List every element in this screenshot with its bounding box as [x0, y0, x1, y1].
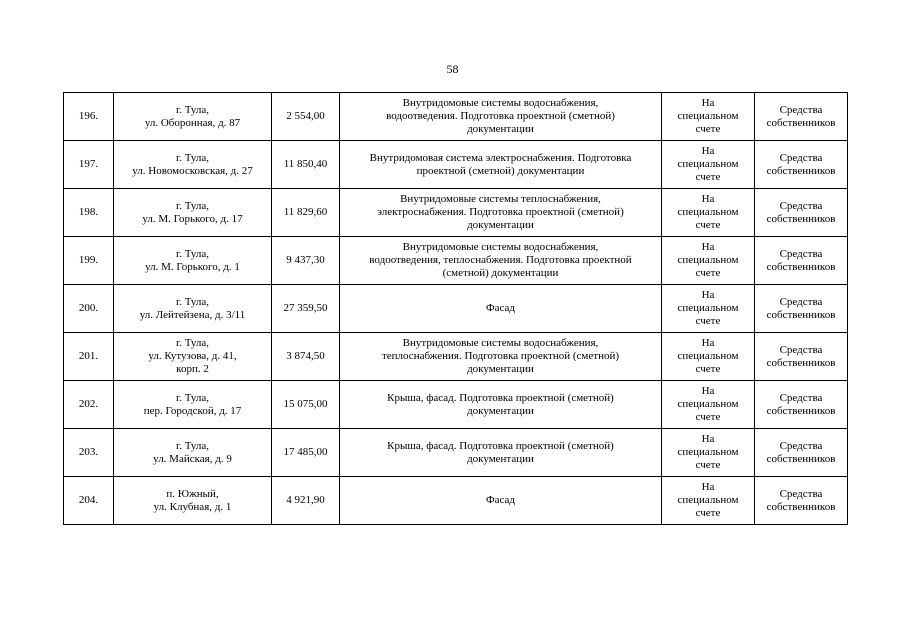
address-line: г. Тула, [175, 337, 210, 349]
cost-cell: 15 075,00 [272, 381, 340, 429]
funding-source-cell [755, 189, 848, 237]
works-cell [340, 189, 662, 237]
funding-source-cell [755, 141, 848, 189]
address-line: ул. Майская, д. 9 [153, 452, 232, 465]
address-cell [114, 333, 272, 381]
account-line: счете [695, 411, 721, 423]
works-line: электроснабжения. Подготовка проектной (сметной) [377, 206, 624, 218]
funding-source-line: Средства [779, 487, 823, 500]
funding-source-line: Средства [779, 343, 823, 356]
account-line: счете [695, 267, 721, 279]
address-cell [114, 285, 272, 333]
account-cell [662, 429, 755, 477]
address-line: ул. Оборонная, д. 87 [144, 116, 241, 129]
funding-source-line: Средства [779, 151, 823, 164]
cost-cell: 11 829,60 [272, 189, 340, 237]
address-line: корп. 2 [176, 363, 209, 375]
address-line: ул. Лейтейзена, д. 3/11 [139, 308, 246, 321]
row-number-cell: 197. [64, 141, 114, 189]
address-line: г. Тула, [175, 391, 210, 404]
address-line: г. Тула, [175, 103, 210, 116]
address-line: пер. Городской, д. 17 [143, 404, 242, 417]
works-line: Внутридомовые системы водоснабжения, [402, 337, 599, 349]
funding-source-cell [755, 477, 848, 525]
address-cell [114, 141, 272, 189]
address-cell [114, 189, 272, 237]
works-cell [340, 93, 662, 141]
table-row [64, 477, 848, 525]
account-cell [662, 189, 755, 237]
funding-source-line: Средства [779, 439, 823, 452]
works-line: Фасад [485, 302, 516, 314]
account-line: счете [695, 507, 721, 519]
address-line: г. Тула, [175, 247, 210, 260]
account-line: На [701, 193, 715, 205]
works-cell [340, 333, 662, 381]
table-row [64, 141, 848, 189]
row-number-cell: 199. [64, 237, 114, 285]
works-line: водоотведения, теплоснабжения. Подготовка проектной [369, 254, 632, 266]
works-line: Внутридомовые системы водоснабжения, [402, 241, 599, 253]
account-line: специальном [677, 350, 739, 362]
address-line: ул. Кутузова, д. 41, [148, 350, 237, 362]
account-line: На [701, 241, 715, 253]
works-cell [340, 285, 662, 333]
address-cell [114, 93, 272, 141]
works-line: (сметной) документации [442, 267, 559, 279]
funding-source-line: Средства [779, 247, 823, 260]
table-row [64, 237, 848, 285]
address-line: п. Южный, [166, 487, 219, 500]
cost-cell: 4 921,90 [272, 477, 340, 525]
row-number-cell: 203. [64, 429, 114, 477]
works-cell [340, 237, 662, 285]
funding-source-cell [755, 237, 848, 285]
works-line: Внутридомовые системы теплоснабжения, [400, 193, 601, 205]
funding-source-line: собственников [766, 212, 836, 225]
funding-source-line: собственников [766, 164, 836, 177]
account-line: На [701, 337, 715, 349]
funding-source-line: собственников [766, 356, 836, 369]
cost-cell: 3 874,50 [272, 333, 340, 381]
account-line: специальном [677, 446, 739, 458]
table-row [64, 381, 848, 429]
table-row [64, 93, 848, 141]
funding-source-line: собственников [766, 500, 836, 513]
works-line: Крыша, фасад. Подготовка проектной (сметной) [387, 439, 614, 452]
funding-source-line: собственников [766, 116, 836, 129]
account-line: специальном [677, 494, 739, 506]
funding-source-line: Средства [779, 391, 823, 404]
funding-source-line: собственников [766, 260, 836, 273]
row-number-cell: 196. [64, 93, 114, 141]
cost-cell: 11 850,40 [272, 141, 340, 189]
row-number-cell: 201. [64, 333, 114, 381]
account-line: специальном [677, 158, 739, 170]
works-line: документации [467, 219, 534, 231]
works-cell [340, 381, 662, 429]
funding-source-cell [755, 429, 848, 477]
works-cell [340, 477, 662, 525]
funding-source-line: Средства [779, 295, 823, 308]
works-line: документации [467, 123, 534, 135]
row-number-cell: 204. [64, 477, 114, 525]
address-cell [114, 381, 272, 429]
table-row [64, 429, 848, 477]
works-cell [340, 429, 662, 477]
address-cell [114, 429, 272, 477]
funding-source-cell [755, 381, 848, 429]
account-line: На [701, 385, 715, 397]
funding-source-line: собственников [766, 404, 836, 417]
funding-source-line: Средства [779, 199, 823, 212]
address-line: ул. М. Горького, д. 17 [142, 212, 243, 225]
account-line: счете [695, 459, 721, 471]
funding-source-line: собственников [766, 308, 836, 321]
works-line: теплоснабжения. Подготовка проектной (сметной) [381, 350, 620, 362]
funding-source-line: собственников [766, 452, 836, 465]
works-cell [340, 141, 662, 189]
cost-cell: 2 554,00 [272, 93, 340, 141]
funding-source-cell [755, 285, 848, 333]
address-line: ул. Новомосковская, д. 27 [132, 164, 253, 177]
works-line: документации [467, 404, 534, 417]
account-cell [662, 333, 755, 381]
account-cell [662, 477, 755, 525]
works-line: Крыша, фасад. Подготовка проектной (сметной) [387, 391, 614, 404]
cost-cell: 17 485,00 [272, 429, 340, 477]
account-line: счете [695, 219, 721, 231]
cost-cell: 27 359,50 [272, 285, 340, 333]
cost-cell: 9 437,30 [272, 237, 340, 285]
works-line: документации [467, 452, 534, 465]
repair-works-table [63, 92, 848, 525]
address-cell [114, 477, 272, 525]
account-line: счете [695, 363, 721, 375]
row-number-cell: 202. [64, 381, 114, 429]
works-line: документации [467, 363, 534, 375]
works-line: Внутридомовая система электроснабжения. Подготовка [369, 151, 632, 164]
account-line: На [701, 481, 715, 493]
account-line: специальном [677, 302, 739, 314]
account-cell [662, 93, 755, 141]
works-line: Фасад [485, 494, 516, 506]
address-line: г. Тула, [175, 151, 210, 164]
row-number-cell: 198. [64, 189, 114, 237]
address-line: ул. М. Горького, д. 1 [145, 260, 240, 273]
account-line: специальном [677, 398, 739, 410]
works-line: Внутридомовые системы водоснабжения, [402, 97, 599, 109]
funding-source-line: Средства [779, 103, 823, 116]
funding-source-cell [755, 333, 848, 381]
row-number-cell: 200. [64, 285, 114, 333]
table-row [64, 285, 848, 333]
account-line: На [701, 289, 715, 301]
address-line: г. Тула, [175, 199, 210, 212]
account-line: На [701, 145, 715, 157]
account-line: специальном [677, 110, 739, 122]
address-line: ул. Клубная, д. 1 [153, 500, 232, 513]
works-line: водоотведения. Подготовка проектной (сметной) [386, 110, 615, 122]
account-line: специальном [677, 254, 739, 266]
account-cell [662, 381, 755, 429]
table-row [64, 333, 848, 381]
page-number: 58 [446, 62, 459, 76]
address-line: г. Тула, [175, 439, 210, 452]
works-line: проектной (сметной) документации [416, 164, 585, 177]
account-line: счете [695, 315, 721, 327]
account-line: На [701, 433, 715, 445]
address-line: г. Тула, [175, 295, 210, 308]
account-line: специальном [677, 206, 739, 218]
account-line: На [701, 97, 715, 109]
account-cell [662, 285, 755, 333]
account-line: счете [695, 123, 721, 135]
table-row [64, 189, 848, 237]
address-cell [114, 237, 272, 285]
account-cell [662, 141, 755, 189]
account-cell [662, 237, 755, 285]
table-body [64, 93, 848, 525]
account-line: счете [695, 171, 721, 183]
funding-source-cell [755, 93, 848, 141]
